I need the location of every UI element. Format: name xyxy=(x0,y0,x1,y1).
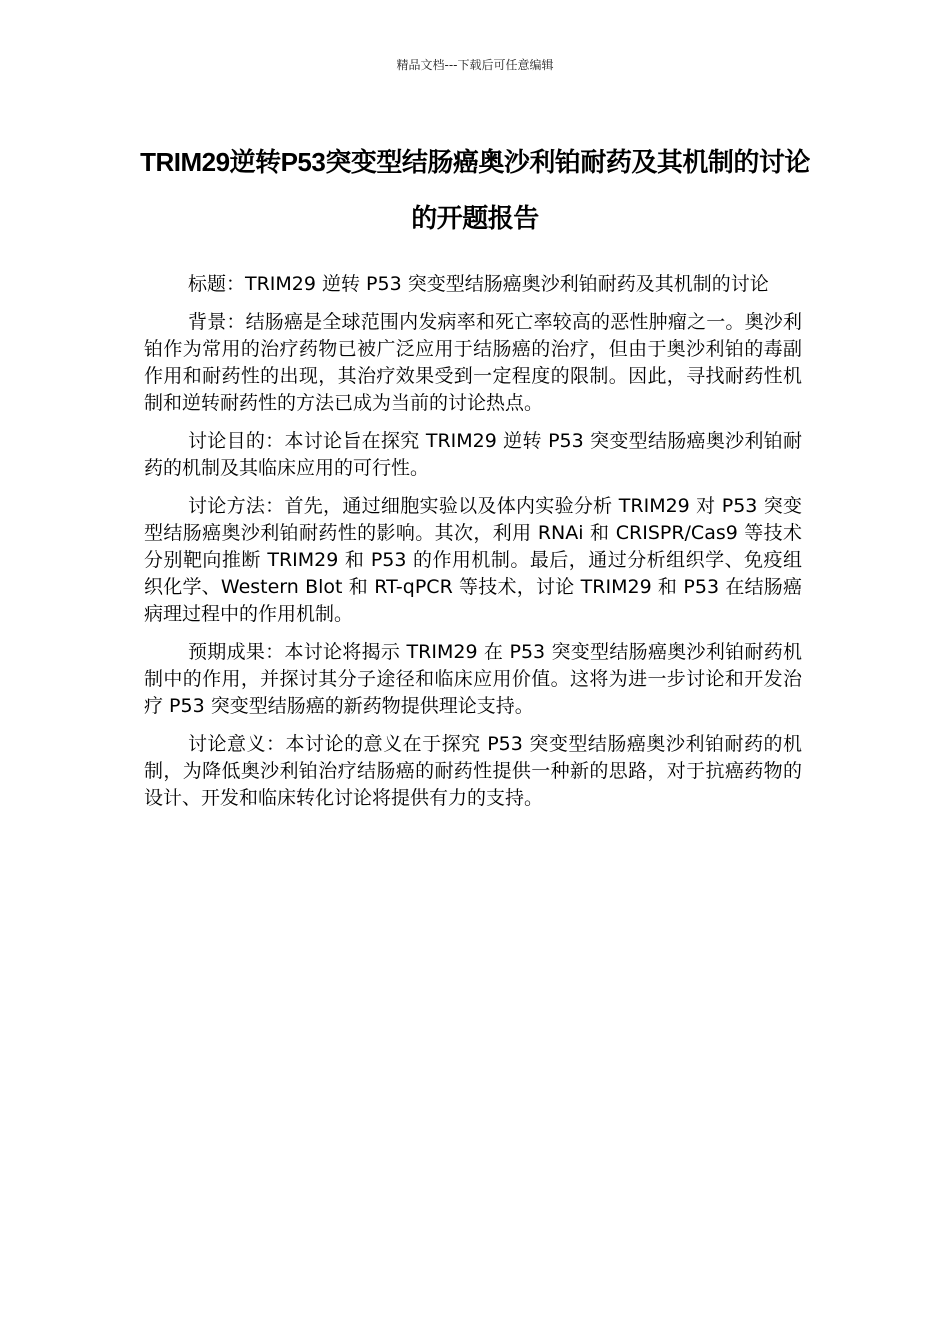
paragraph-methods: 讨论方法：首先，通过细胞实验以及体内实验分析 TRIM29 对 P53 突变型结肠癌奥沙利铂耐药性的影响。其次，利用 RNAi 和 CRISPR/Cas9 等技术分别靶向推断 TRIM29 和 P53 的作用机制。最后，通过分析组织学、免疫组织化学、Western Blot 和 RT-qPCR 等技术，讨论 TRIM29 和 P53 在结肠癌病理过程中的作用机制。 xyxy=(144,495,802,625)
paragraph-topic: 标题：TRIM29 逆转 P53 突变型结肠癌奥沙利铂耐药及其机制的讨论 xyxy=(188,273,769,295)
paragraph-expected-results: 预期成果：本讨论将揭示 TRIM29 在 P53 突变型结肠癌奥沙利铂耐药机制中的作用，并探讨其分子途径和临床应用价值。这将为进一步讨论和开发治疗 P53 突变型结肠癌的新药物提供理论支持。 xyxy=(144,641,802,717)
document-body xyxy=(144,271,802,823)
header-note: 精品文档---下载后可任意编辑 xyxy=(396,58,554,72)
document-title: TRIM29逆转P53突变型结肠癌奥沙利铂耐药及其机制的讨论的开题报告 xyxy=(140,147,810,233)
paragraph-background: 背景：结肠癌是全球范围内发病率和死亡率较高的恶性肿瘤之一。奥沙利铂作为常用的治疗药物已被广泛应用于结肠癌的治疗，但由于奥沙利铂的毒副作用和耐药性的出现，其治疗效果受到一定程度的限制。因此，寻找耐药性机制和逆转耐药性的方法已成为当前的讨论热点。 xyxy=(144,311,802,414)
paragraph-objective: 讨论目的：本讨论旨在探究 TRIM29 逆转 P53 突变型结肠癌奥沙利铂耐药的机制及其临床应用的可行性。 xyxy=(144,430,802,479)
paragraph-significance: 讨论意义：本讨论的意义在于探究 P53 突变型结肠癌奥沙利铂耐药的机制，为降低奥沙利铂治疗结肠癌的耐药性提供一种新的思路，对于抗癌药物的设计、开发和临床转化讨论将提供有力的支持。 xyxy=(144,733,802,809)
